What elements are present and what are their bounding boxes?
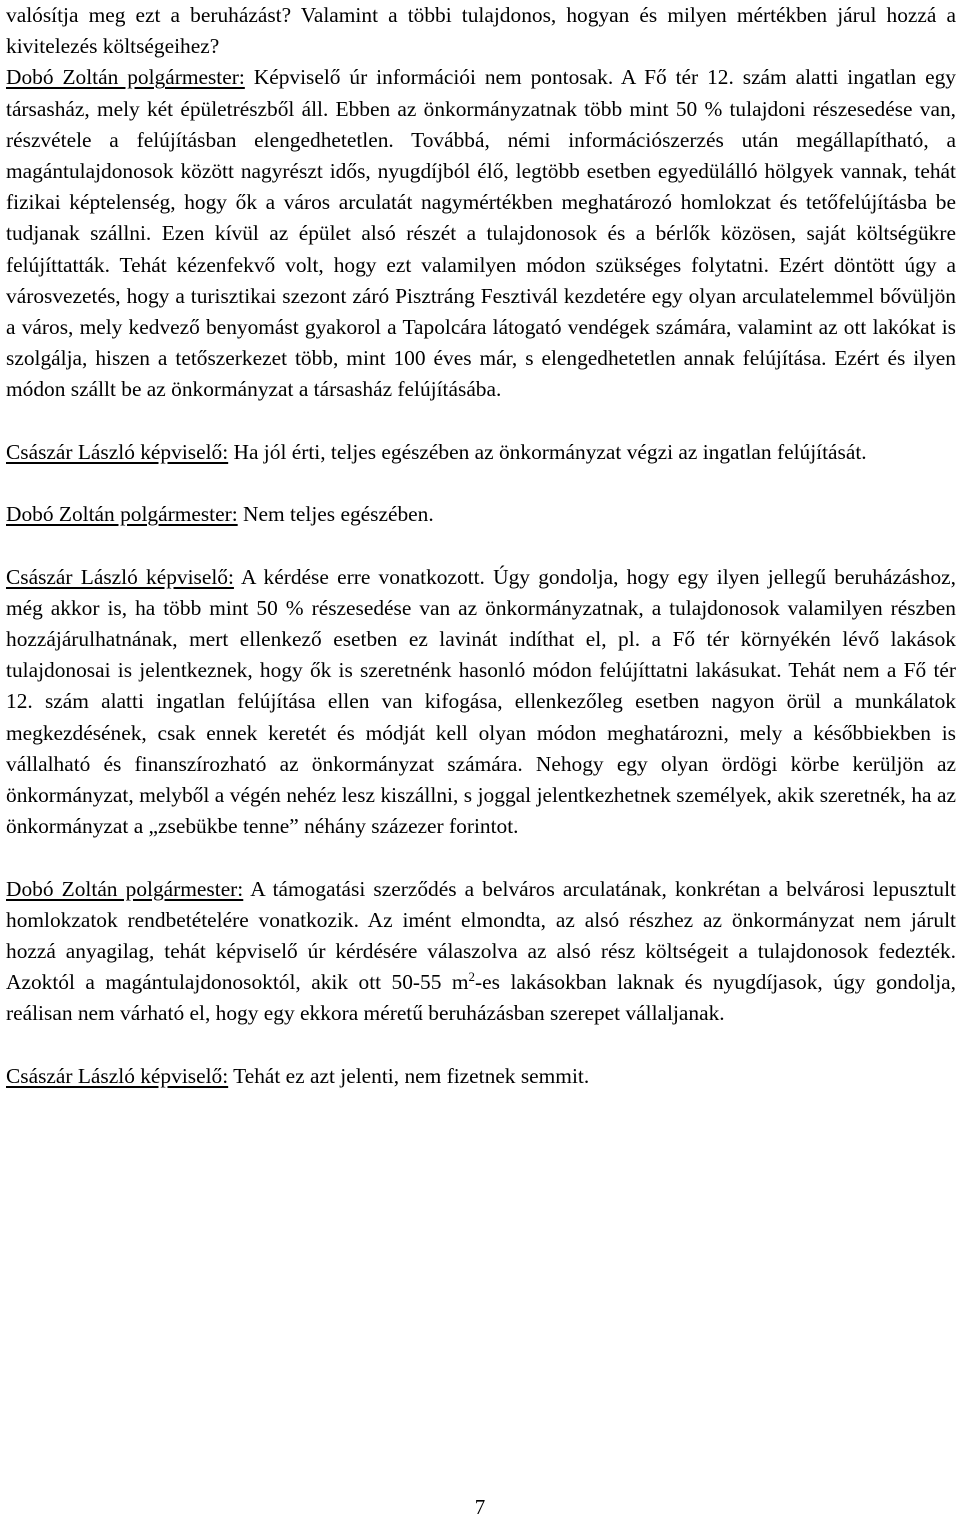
paragraph-text: Tehát ez azt jelenti, nem fizetnek semmit. bbox=[228, 1063, 590, 1088]
paragraph-text: valósítja meg ezt a beruházást? Valamint a többi tulajdonos, hogyan és milyen mértékben járul hozzá a kivitelezés költségeihez? bbox=[6, 3, 956, 59]
paragraph-dobo-answer-1 bbox=[6, 62, 956, 405]
speaker-label: Dobó Zoltán polgármester: bbox=[6, 876, 244, 901]
document-page bbox=[6, 0, 956, 1092]
paragraph-text-continued: -es lakásokban laknak és nyugdíjasok, úgy gondolja, reálisan nem várható el, hogy egy ekkora méretű beruházásban szerepet vállaljanak. bbox=[6, 970, 956, 1026]
paragraph-text: Ha jól érti, teljes egészében az önkormányzat végzi az ingatlan felújítását. bbox=[228, 439, 867, 464]
superscript-2: 2 bbox=[468, 969, 476, 985]
speaker-label: Császár László képviselő: bbox=[6, 1063, 229, 1088]
speaker-label: Dobó Zoltán polgármester: bbox=[6, 502, 238, 527]
paragraph-text: A támogatási szerződés a belváros arculatának, konkrétan a belvárosi lepusztult homlokzatok rendbetételére vonatkozik. Az imént elmondta, az alsó részhez az önkormányzat nem járult hozzá anyagilag, tehát képviselő úr kérdésére válaszolva az alsó rész költségeit a tulajdonosok fedezték. Azoktól a magántulajdonosoktól, akik ott 50-55 m bbox=[6, 876, 956, 995]
paragraph-text: Nem teljes egészében. bbox=[237, 502, 434, 527]
page-number: 7 bbox=[474, 1495, 486, 1519]
paragraph-continuation bbox=[6, 0, 956, 62]
paragraph-dobo-answer-2 bbox=[6, 499, 956, 530]
paragraph-text: Képviselő úr információi nem pontosak. A Fő tér 12. szám alatti ingatlan egy társasház, mely két épületrészből áll. Ebben az önkormányzatnak több mint 50 % tulajdoni részesedése van, részvétele a felújításban elengedhetetlen. Továbbá, némi információszerzés után megállapítható, a magántulajdonosok között nagyrészt idős, nyugdíjból élő, legtöbb esetben egyedülálló hölgyek vannak, tehát fizikai képtelenség, hogy ők a város arculatát nagymértékben meghatározó homlokzat és tetőfelújításba be tudjanak szállni. Ezen kívül az épület alsó részét a tulajdonosok és a bérlők közösen, saját költségükre felújíttatták. Tehát kézenfekvő volt, hogy ezt valamilyen módon szükséges folytatni. Ezért döntött úgy a városvezetés, hogy a turisztikai szezont záró Pisztráng Fesztivál kezdetére egy olyan arculatelemmel bővüljön a város, mely kedvező benyomást gyakorol a Tapolcára látogató vendégek számára, valamint az ott lakókat is szolgálja, hiszen a tetőszerkezet több, mint 100 éves már, s elengedhetetlen annak felújítása. Ezért és ilyen módon szállt be az önkormányzat a társasház felújításába. bbox=[6, 65, 956, 402]
paragraph-csaszar-question-1 bbox=[6, 437, 956, 468]
paragraph-csaszar-question-3 bbox=[6, 1061, 956, 1092]
paragraph-text: A kérdése erre vonatkozott. Úgy gondolja, hogy egy ilyen jellegű beruházáshoz, még akkor is, ha több mint 50 % részesedése van az önkormányzatnak, a tulajdonosok valamilyen részben hozzájárulhatnának, mert ellenkező esetben ez lavinát indíthat el, pl. a Fő tér környékén lévő lakások tulajdonosai is jelentkeznek, hogy ők is szeretnénk hasonló módon felújíttatni lakásukat. Tehát nem a Fő tér 12. szám alatti ingatlan felújítása ellen van kifogása, ellenkezőleg esetben nagyon örül a munkálatok megkezdésének, csak ennek keretét és módját kell olyan módon meghatározni, mely a későbbiekben is vállalható és finanszírozható az önkormányzat számára. Nehogy egy olyan ördögi körbe kerüljön az önkormányzat, melyből a végén nehéz lesz kiszállni, s joggal jelentkezhetnek személyek, akik szeretnék, ha az önkormányzat a „zsebükbe tenne” néhány százezer forintot. bbox=[6, 564, 956, 839]
speaker-label: Császár László képviselő: bbox=[6, 564, 234, 589]
paragraph-csaszar-question-2 bbox=[6, 562, 956, 843]
speaker-label: Császár László képviselő: bbox=[6, 439, 229, 464]
paragraph-dobo-answer-3 bbox=[6, 874, 956, 1030]
speaker-label: Dobó Zoltán polgármester: bbox=[6, 65, 245, 90]
